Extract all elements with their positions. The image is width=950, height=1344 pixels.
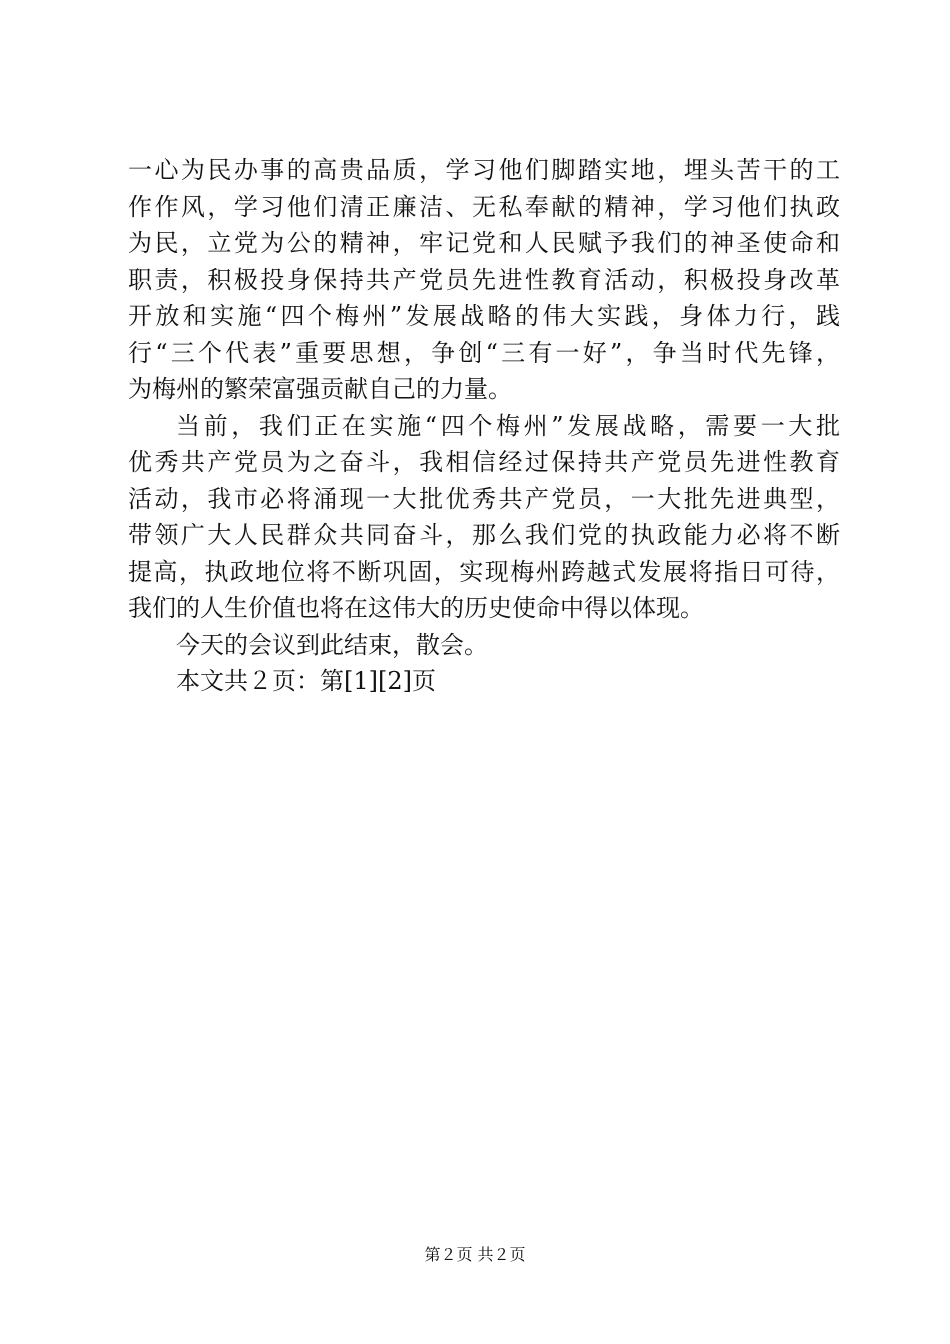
- text-line: 为梅州的繁荣富强贡献自己的力量。: [128, 375, 512, 403]
- text-line: 作作风，学习他们清正廉洁、无私奉献的精神，学习他们执政: [128, 192, 840, 221]
- paragraph-meeting-end: 今天的会议到此结束，散会。: [176, 630, 488, 659]
- document-body: [128, 152, 840, 700]
- text-line: 职责，积极投身保持共产党员先进性教育活动，积极投身改革: [128, 265, 840, 294]
- page-count-note: 本文共２页：第[1][2]页: [176, 667, 436, 695]
- text-line: 提高，执政地位将不断巩固，实现梅州跨越式发展将指日可待，: [128, 557, 840, 586]
- paragraph-closing-remarks: [128, 152, 840, 408]
- text-line: 当前，我们正在实施“四个梅州”发展战略，需要一大批: [176, 411, 840, 440]
- text-line: 为民，立党为公的精神，牢记党和人民赋予我们的神圣使命和: [128, 229, 840, 257]
- page-number-label: 第２页 共２页: [424, 1245, 526, 1264]
- paragraph-current-strategy: [128, 408, 840, 627]
- text-line: 带领广大人民群众共同奋斗，那么我们党的执政能力必将不断: [128, 521, 840, 549]
- text-line: 我们的人生价值也将在这伟大的历史使命中得以体现。: [128, 594, 704, 622]
- text-line: 活动，我市必将涌现一大批优秀共产党员，一大批先进典型，: [128, 484, 840, 513]
- text-line: 开放和实施“四个梅州”发展战略的伟大实践，身体力行，践: [128, 302, 840, 330]
- text-line: 优秀共产党员为之奋斗，我相信经过保持共产党员先进性教育: [128, 448, 840, 476]
- text-line: 行“三个代表”重要思想，争创“三有一好”，争当时代先锋，: [128, 338, 840, 367]
- text-line: 一心为民办事的高贵品质，学习他们脚踏实地，埋头苦干的工: [128, 156, 840, 184]
- page-footer: [0, 1244, 950, 1266]
